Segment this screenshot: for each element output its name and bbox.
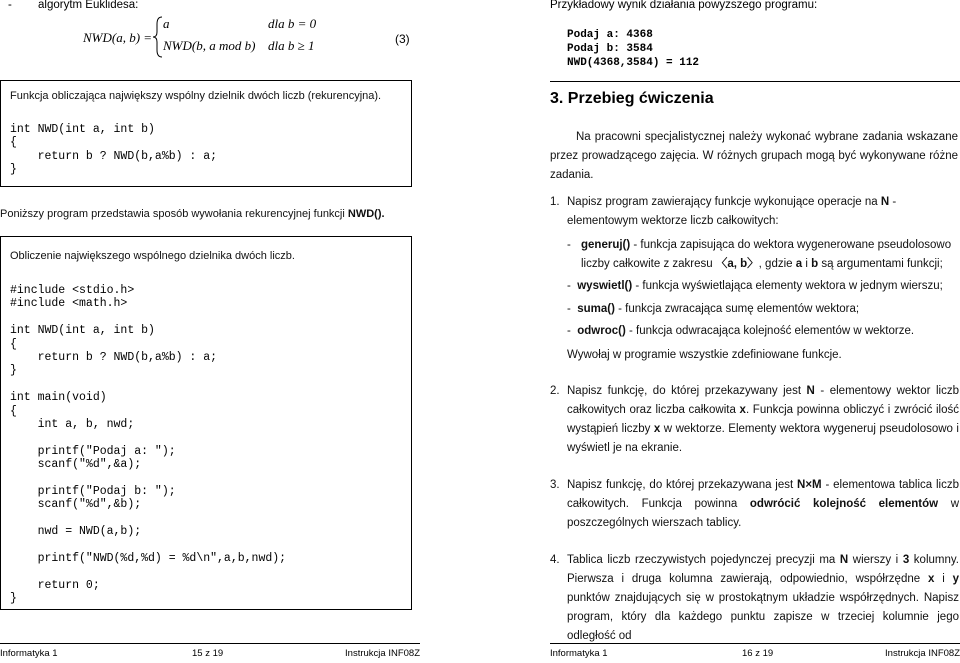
box2-code xyxy=(10,284,286,605)
item-range: 〈a, b〉 xyxy=(715,258,759,270)
task2-x: x xyxy=(653,423,661,435)
footer-page-number: 16 z 19 xyxy=(742,648,774,659)
item-body xyxy=(567,236,959,274)
item-dash: - xyxy=(567,303,571,315)
task2-text: Napisz funkcję, do której przekazywany jest xyxy=(567,385,802,397)
bullet-label: algorytm Euklidesa: xyxy=(38,0,139,11)
left-footer xyxy=(0,643,420,663)
bullet-dash: - xyxy=(8,0,12,11)
task1-item-suma xyxy=(567,300,959,319)
code-line: printf("Podaj a: "); xyxy=(10,444,176,458)
formula-lhs: NWD(a, b) = xyxy=(83,30,153,45)
task1-text xyxy=(567,193,959,231)
task1-item-odwroc xyxy=(567,322,959,341)
code-line: return b ? NWD(b,a%b) : a; xyxy=(10,149,218,163)
formula-case1-cond: dla b = 0 xyxy=(268,16,317,31)
item-desc: - funkcja odwracająca kolejność elementów w wektorze. xyxy=(625,325,915,337)
footer-doc-id: Instrukcja INF08Z xyxy=(885,648,960,659)
code-line xyxy=(10,311,286,324)
task1-number: 1. xyxy=(550,196,560,208)
task1-item-wyswietl xyxy=(567,277,959,296)
between-paragraph xyxy=(0,205,385,223)
code-line xyxy=(10,431,286,444)
task1-item-generuj xyxy=(567,236,959,274)
divider xyxy=(550,81,960,82)
code-line: #include <math.h> xyxy=(10,297,128,311)
task4-N: N xyxy=(839,554,849,566)
formula-case1-value: a xyxy=(163,16,170,31)
task3-text: Napisz funkcję, do której przekazywana jest xyxy=(567,479,794,491)
task1-text-a: Napisz program zawierający funkcje wykonujące operacje na xyxy=(567,196,878,208)
item-name: odwroc() xyxy=(577,325,626,337)
task4-text: punktów znajdujących się w prostokątnym układzie współrzędnych. Napisz program, który dla każdego punktu zapisze w trzeciej kolumnie jego odległość od xyxy=(567,592,959,642)
output-line: Podaj a: 4368 xyxy=(567,29,653,41)
task4-text: Tablica liczb rzeczywistych pojedynczej precyzji ma xyxy=(567,554,836,566)
task3-text: - elementowa tablica liczb całkowitych. Funkcja powinna xyxy=(567,479,960,510)
item-desc: , gdzie xyxy=(758,258,796,270)
right-footer xyxy=(550,643,960,663)
task2-text xyxy=(567,382,959,458)
code-line: scanf("%d",&b); xyxy=(10,498,142,512)
task3-bold: odwrócić kolejność elementów xyxy=(749,498,939,510)
task4-text: kolumny. Pierwsza i druga kolumna zawierają, odpowiednio, współrzędne xyxy=(567,554,959,585)
footer-course: Informatyka 1 xyxy=(0,648,58,659)
example-output xyxy=(567,28,699,70)
item-name: wyswietl() xyxy=(577,280,633,292)
task2-text: w wektorze. Elementy wektora wygeneruj pseudolosowo i wyświetl je na ekranie. xyxy=(567,423,959,454)
footer-doc-id: Instrukcja INF08Z xyxy=(345,648,420,659)
code-line xyxy=(10,471,286,484)
task2-x: x xyxy=(739,404,746,416)
task2-N: N xyxy=(806,385,815,397)
example-label: Przykładowy wynik działania powyższego programu: xyxy=(550,0,818,11)
box1-heading: Funkcja obliczająca największy wspólny dzielnik dwóch liczb (rekurencyjna). xyxy=(10,90,382,102)
equation-number: (3) xyxy=(395,32,410,46)
task4-three: 3 xyxy=(902,554,910,566)
intro-paragraph: Na pracowni specjalistycznej należy wykonać wybrane zadania wskazane przez prowadzącego zajęcia. W różnych grupach mogą być wykonywane różne zadania. xyxy=(550,131,958,181)
task2-text: . Funkcja powinna obliczyć i zwrócić ilość wystąpień liczby xyxy=(567,404,959,435)
task1-closing: Wywołaj w programie wszystkie zdefiniowane funkcje. xyxy=(567,349,842,361)
between-text: Poniższy program przedstawia sposób wywołania rekurencyjnej funkcji xyxy=(0,208,345,220)
code-line: int NWD(int a, int b) xyxy=(10,324,155,338)
code-line: printf("NWD(%d,%d) = %d\n",a,b,nwd); xyxy=(10,551,287,565)
section-title: 3. Przebieg ćwiczenia xyxy=(550,90,714,107)
code-line: { xyxy=(10,337,17,351)
task2-text: - elementowy wektor liczb całkowitych oraz liczba całkowita xyxy=(567,385,959,416)
code-line: int main(void) xyxy=(10,391,107,405)
task2-number: 2. xyxy=(550,385,560,397)
code-line: { xyxy=(10,136,17,150)
output-line: Podaj b: 3584 xyxy=(567,43,653,55)
task4-text: i xyxy=(942,573,945,585)
code-box-nwd-program xyxy=(0,236,412,610)
code-line: #include <stdio.h> xyxy=(10,284,135,297)
between-bold: NWD(). xyxy=(347,208,385,220)
item-desc: - funkcja zwracająca sumę elementów wektora; xyxy=(614,303,860,315)
footer-page-number: 15 z 19 xyxy=(192,648,224,659)
left-page xyxy=(0,0,420,662)
code-line: } xyxy=(10,364,17,378)
box1-code xyxy=(10,123,217,177)
code-line xyxy=(10,378,286,391)
task3-text: w poszczególnych wierszach tablicy. xyxy=(567,498,959,529)
code-line: printf("Podaj b: "); xyxy=(10,484,176,498)
code-line: } xyxy=(10,163,17,177)
formula-case2-value: NWD(b, a mod b) xyxy=(163,38,256,53)
code-line: int NWD(int a, int b) xyxy=(10,123,155,136)
code-line: } xyxy=(10,591,17,605)
item-arg-b: b xyxy=(811,258,819,270)
code-line: int a, b, nwd; xyxy=(10,417,135,431)
footer-course: Informatyka 1 xyxy=(550,648,608,659)
box2-heading: Obliczenie największego wspólnego dzielnika dwóch liczb. xyxy=(10,250,295,262)
code-line: nwd = NWD(a,b); xyxy=(10,525,142,539)
task4-x: x xyxy=(927,573,935,585)
right-page xyxy=(540,0,960,662)
task3-text xyxy=(567,476,959,533)
task1-text-c: - elementowym wektorze liczb całkowitych: xyxy=(567,196,897,227)
output-line: NWD(4368,3584) = 112 xyxy=(567,57,700,69)
item-name: suma() xyxy=(577,303,615,315)
item-dash: - xyxy=(567,280,571,292)
code-line: return 0; xyxy=(10,578,100,592)
code-box-recursive-nwd xyxy=(0,80,412,187)
item-dash: - xyxy=(567,325,571,337)
task3-number: 3. xyxy=(550,479,560,491)
task4-y: y xyxy=(952,573,959,585)
formula-case2-cond: dla b ≥ 1 xyxy=(268,38,315,53)
task4-text xyxy=(567,551,959,646)
item-name: generuj() xyxy=(581,239,631,251)
item-desc: i xyxy=(802,258,812,270)
item-desc: - funkcja zapisująca do wektora wygenerowane pseudolosowo liczby całkowite z zakresu xyxy=(581,239,952,270)
item-dash: - xyxy=(567,239,571,251)
item-arg-a: a xyxy=(795,258,803,270)
code-line: scanf("%d",&a); xyxy=(10,458,142,472)
code-line xyxy=(10,538,286,551)
task1-N: N xyxy=(880,196,890,208)
code-line: return b ? NWD(b,a%b) : a; xyxy=(10,350,218,364)
item-desc: - funkcja wyświetlająca elementy wektora w jednym wierszu; xyxy=(632,280,943,292)
task3-NxM: N×M xyxy=(797,479,822,491)
task4-number: 4. xyxy=(550,554,560,566)
code-line xyxy=(10,512,286,525)
code-line xyxy=(10,565,286,578)
item-desc: są argumentami funkcji; xyxy=(818,258,943,270)
task4-text: wierszy i xyxy=(852,554,899,566)
code-line: { xyxy=(10,404,17,418)
